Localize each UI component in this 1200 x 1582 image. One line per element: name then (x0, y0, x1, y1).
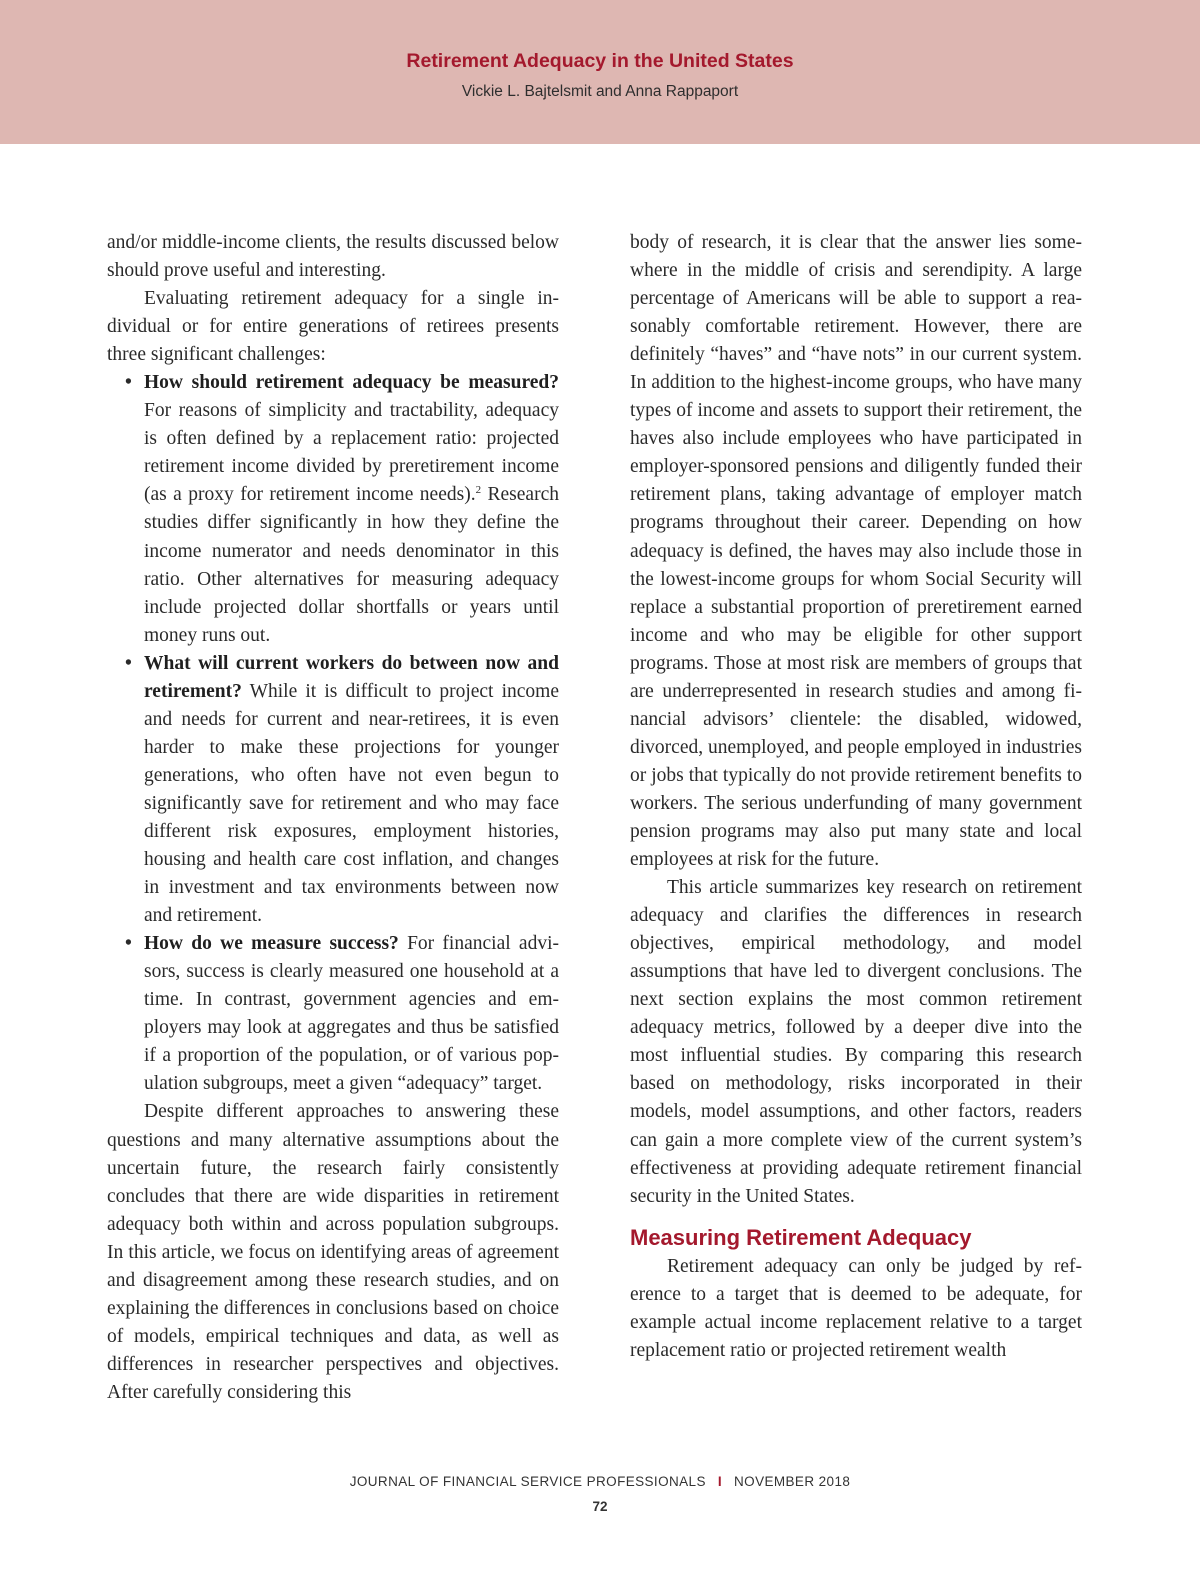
bullet-title: What will current workers do between now and retirement? (144, 652, 559, 702)
journal-name: JOURNAL OF FINANCIAL SERVICE PROFESSIONALS (349, 1474, 706, 1489)
bullet-text: While it is difficult to project income and needs for current and near-retirees, it is even harder to make these projections for younger generations, who often have not even begun to significantly save for retirement and who may face different risk exposures, employment histories, housing and health care cost inflation, and changes in investment and tax environments between now and retirement. (144, 680, 559, 927)
page-header (0, 0, 1200, 144)
list-item (144, 369, 559, 649)
left-column (107, 229, 559, 1407)
running-authors: Vickie L. Bajtelsmit and Anna Rappaport (461, 83, 739, 100)
paragraph: Evaluating retirement adequacy for a single individual or for entire generations of retirees presents three significant challenges: (107, 288, 559, 366)
paragraph: This article summarizes key research on retirement adequacy and clarifies the differences in research objectives, empirical methodology, and model assumptions that have led to divergent conclusions. The next section explains the most common retirement adequacy metrics, followed by a deeper dive into the most influential studies. By comparing this research based on methodology, risks incorporated in their models, model assumptions, and other factors, readers can gain a more complete view of the current system’s effectiveness at providing adequate retirement financial security in the United States. (630, 877, 1082, 1207)
section-heading: Measuring Retirement Adequacy (630, 1224, 972, 1250)
bullet-title: How should retirement adequacy be measured? (144, 372, 559, 394)
paragraph: and/or middle-income clients, the results discussed below should prove useful and interesting. (107, 232, 559, 282)
paragraph: Retirement adequacy can only be judged by reference to a target that is deemed to be adequate, for example actual income replacement relative to a target replacement ratio or projected retirement wealth (630, 1255, 1082, 1361)
bullet-text: Research studies differ significantly in how they define the income numerator and needs denominator in this ratio. Other alternatives for measuring adequacy include projected dollar shortfalls or years until money runs out. (144, 484, 559, 646)
challenges-list (107, 369, 559, 1098)
bullet-text: For financial advisors, success is clearly measured one household at a time. In contrast, government agencies and employers may look at aggregates and thus be satisfied if a proportion of the population, or of various population subgroups, meet a given “adequacy” target. (144, 933, 559, 1095)
running-title: Retirement Adequacy in the United States (406, 50, 794, 72)
paragraph: Despite different approaches to answering these questions and many alternative assumptions about the uncertain future, the research fairly consistently concludes that there are wide disparities in retirement adequacy both within and across population subgroups. In this article, we focus on identifying areas of agreement and disagreement among these research studies, and on explaining the differences in conclusions based on choice of models, empirical techniques and data, as well as differences in researcher perspectives and objectives. After carefully considering this (107, 1101, 559, 1403)
right-column (630, 229, 1082, 1365)
page-footer (0, 1474, 1200, 1489)
bullet-title: How do we measure success? (144, 933, 399, 955)
bullet-text: For reasons of simplicity and tractability, adequacy is often defined by a replacement ratio: projected retirement income divided by preretirement income (as a proxy for retirement income needs). (144, 400, 559, 506)
footnote-marker: 2 (475, 484, 482, 497)
list-item (144, 930, 559, 1098)
paragraph: body of research, it is clear that the answer lies somewhere in the middle of crisis and serendipity. A large percentage of Americans will be able to support a reasonably comfortable retirement. However, there are definitely “haves” and “have nots” in our current system. In addition to the highest-income groups, who have many types of income and assets to support their retirement, the haves also include employees who have participated in employer-sponsored pensions and diligently funded their retirement plans, taking advantage of employer match programs throughout their career. Depending on how adequacy is defined, the haves may also include those in the lowest-income groups for whom Social Security will replace a substantial proportion of preretirement earned income and who may be eligible for other support programs. Those at most risk are members of groups that are underrepresented in research studies and among financial advisors’ clientele: the disabled, widowed, divorced, unemployed, and people employed in industries or jobs that typically do not provide retirement benefits to workers. The serious underfunding of many government pension programs may also put many state and local employees at risk for the future. (630, 232, 1082, 871)
footer-separator: I (717, 1474, 723, 1489)
issue-date: NOVEMBER 2018 (734, 1474, 851, 1489)
page-number: 72 (592, 1499, 608, 1514)
list-item (144, 650, 559, 930)
